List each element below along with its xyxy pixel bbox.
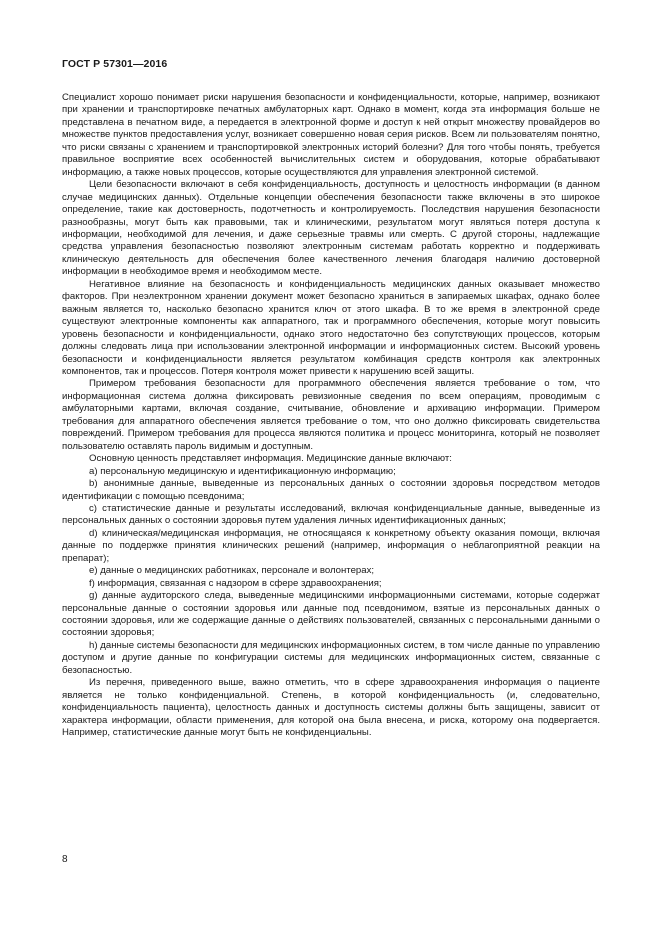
list-item-f: f) информация, связанная с надзором в сфере здравоохранения; — [89, 577, 382, 589]
document-body — [62, 92, 600, 740]
list-item-a: а) персональную медицинскую и идентификационную информацию; — [89, 465, 396, 477]
paragraph-requirements-examples: Примером требования безопасности для программного обеспечения является требование о том, что информационная система должна фиксировать ревизионные сведения по всем операциям, проводимым с амбулаторными картами, включая создание, считывание, обновление и архивацию информации. Примером требования для аппаратного обеспечения является требование о том, что оно должно фиксировать свидетельства повреждений. Примером требования для процесса являются политика и процесс мониторинга, который не позволяет пользователю оставлять пароль видимым и доступным. — [62, 378, 600, 452]
paragraph-security-goals: Цели безопасности включают в себя конфиденциальность, доступность и целостность информации (в данном случае медицинских данных). Отдельные концепции обеспечения безопасности также включены в это широкое определение, такие как достоверность, подотчетность и контролируемость. Последствия нарушения безопасности разнообразны, могут быть как правовыми, так и клиническими, результатом могут являться потеря доступа к информации, необходимой для лечения, и даже серьезные травмы или смерть. С другой стороны, надлежащие средства управления безопасностью позволяют электронным системам работать корректно и поддерживать клиническую деятельность для обеспечения более качественного лечения благодаря наличию достоверной информации в необходимое время и необходимом месте. — [62, 179, 600, 278]
list-item-g: g) данные аудиторского следа, выведенные медицинскими информационными системами, которые содержат персональные данные о состоянии здоровья или данные под псевдонимом, взятые из персональных данных о состоянии здоровья, или же содержащие данные о действиях пользователей, связанных с персональными данными о состоянии здоровья; — [62, 590, 600, 639]
list-item-b: b) анонимные данные, выведенные из персональных данных о состоянии здоровья посредством методов идентификации с помощью псевдонима; — [62, 478, 600, 502]
paragraph-list-intro: Основную ценность представляет информация. Медицинские данные включают: — [89, 453, 452, 465]
list-item-h: h) данные системы безопасности для медицинских информационных систем, в том числе данные по управлению доступом и другие данные по конфигурации системы для медицинских информационных систем, связанные с безопасностью. — [62, 639, 600, 676]
list-item-d: d) клиническая/медицинская информация, не относящаяся к конкретному объекту оказания помощи, включая данные по поддержке принятия клинических решений (например, информация о неблагоприятной реакции на препарат); — [62, 527, 600, 564]
paragraph-conclusion: Из перечня, приведенного выше, важно отметить, что в сфере здравоохранения информация о пациенте является не только конфиденциальной. Степень, в которой конфиденциальность (и, следовательно, конфиденциальность пациента), целостность данных и доступность системы должны быть защищены, зависит от характера информации, области применения, для которой она была внесена, и риска, которому она подвергается. Например, статистические данные могут быть не конфиденциальны. — [62, 677, 600, 739]
paragraph-negative-factors: Негативное влияние на безопасность и конфиденциальность медицинских данных оказывает множество факторов. При неэлектронном хранении документ может безопасно храниться в запираемых шкафах, однако более важным является то, насколько безопасно хранится ключ от этого шкафа. В то же время в электронной среде существуют электронные компоненты как аппаратного, так и программного обеспечения, которые могут повысить уровень безопасности и конфиденциальности, однако этого недостаточно без сопутствующих процессов, которым должны следовать лица при использовании электронной информации и информационных систем. Высокий уровень безопасности и конфиденциальности является результатом комбинация средств контроля как электронных компонентов, так и процессов. Потеря контроля может привести к нарушению всей защиты. — [62, 278, 600, 377]
list-item-e: е) данные о медицинских работниках, персонале и волонтерах; — [89, 565, 375, 577]
list-item-c: с) статистические данные и результаты исследований, включая конфиденциальные данные, выведенные из персональных данных о состоянии здоровья путем удаления личных идентификационных данных; — [62, 502, 600, 527]
document-header: ГОСТ Р 57301—2016 — [62, 58, 168, 70]
page-number: 8 — [62, 854, 68, 865]
paragraph-intro: Специалист хорошо понимает риски нарушения безопасности и конфиденциальности, которые, например, возникают при хранении и транспортировке печатных амбулаторных карт. Однако в момент, когда эта информация больше не представлена в печатном виде, а передается в электронной форме и доступ к ней открыт множеству провайдеров во множестве пунктов предоставления услуг, возникает совершенно новая серия рисков. Всем ли пользователям понятно, что риски связаны с хранением и транспортировкой электронных историй болезни? Для того чтобы понять, требуется правильное восприятие всех особенностей вычислительных систем и оборудования, которые обрабатывают информацию, а также новых процессов, которые осуществляются для управления электронной системой. — [62, 92, 600, 178]
